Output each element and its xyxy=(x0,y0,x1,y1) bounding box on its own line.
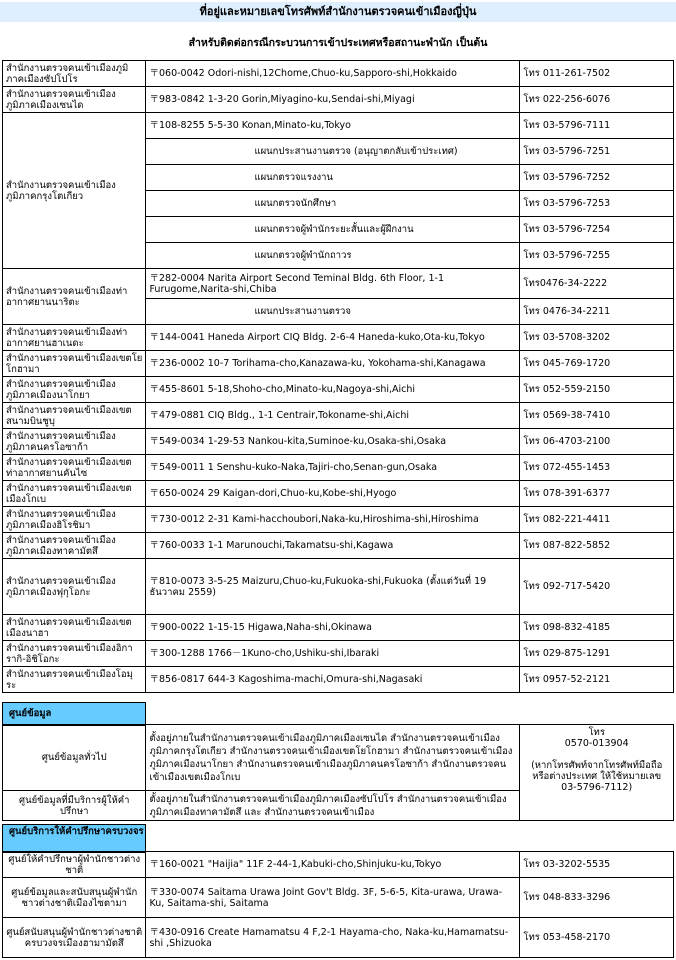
office-phone: โทร 03-5796-7111 xyxy=(520,113,674,139)
table-row xyxy=(3,559,674,615)
office-name: สำนักงานตรวจคนเข้าเมืองเขตเมืองโกเบ xyxy=(3,481,146,507)
office-address: 〒300-1288 1766－1Kuno-cho,Ushiku-shi,Ibaraki xyxy=(146,641,520,667)
page-title: ที่อยู่และหมายเลขโทรศัพท์สำนักงานตรวจคนเข้าเมืองญี่ปุ่น xyxy=(0,2,676,22)
page-subtitle: สำหรับติดต่อกรณีกระบวนการเข้าประเทศหรือสถานะพำนัก เป็นต้น xyxy=(188,37,488,49)
table-row xyxy=(3,533,674,559)
consult-section-heading: ศูนย์บริการให้คำปรึกษาครบวงจร xyxy=(2,824,146,853)
table-row xyxy=(3,269,674,299)
office-address: 〒760-0033 1-1 Marunouchi,Takamatsu-shi,Kagawa xyxy=(146,533,520,559)
consult-center-name: ศูนย์ให้คำปรึกษาผู้พำนักชาวต่างชาติ xyxy=(3,852,146,878)
office-address: 〒900-0022 1-15-15 Higawa,Naha-shi,Okinawa xyxy=(146,615,520,641)
office-address: 〒810-0073 3-5-25 Maizuru,Chuo-ku,Fukuoka-shi,Fukuoka (ตั้งแต่วันที่ 19 ธันวาคม 2559) xyxy=(146,559,520,615)
office-phone: โทร 045-769-1720 xyxy=(520,351,674,377)
office-address: 〒282-0004 Narita Airport Second Teminal Bldg. 6th Floor, 1-1 Furugome,Narita-shi,Chiba xyxy=(146,269,520,299)
office-phone: โทร 092-717-5420 xyxy=(520,559,674,615)
consult-center-name: ศูนย์สนับสนุนผู้พำนักชาวต่างชาติครบวงจรเมืองฮามามัตสึ xyxy=(3,918,146,958)
table-row xyxy=(3,481,674,507)
office-address: 〒549-0034 1-29-53 Nankou-kita,Suminoe-ku,Osaka-shi,Osaka xyxy=(146,429,520,455)
office-department: แผนกตรวจนักศึกษา xyxy=(146,191,520,217)
office-name: สำนักงานตรวจคนเข้าเมืองภูมิภาคนครโอซาก้า xyxy=(3,429,146,455)
office-address: 〒650-0024 29 Kaigan-dori,Chuo-ku,Kobe-shi,Hyogo xyxy=(146,481,520,507)
offices-table xyxy=(2,60,674,693)
table-row xyxy=(3,87,674,113)
office-address: 〒108-8255 5-5-30 Konan,Minato-ku,Tokyo xyxy=(146,113,520,139)
office-name: สำนักงานตรวจคนเข้าเมืองภูมิภาคเมืองทาคามัตสึ xyxy=(3,533,146,559)
info-center-text: ตั้งอยู่ภายในสำนักงานตรวจคนเข้าเมืองภูมิภาคเมืองซัปโปโร สำนักงานตรวจคนเข้าเมืองภูมิภาคเมืองทาคามัตสึ และ สำนักงานตรวจคนเข้าเมือง xyxy=(146,791,520,821)
consult-table xyxy=(2,851,674,958)
office-department: แผนกตรวจผู้พำนักถาวร xyxy=(146,243,520,269)
office-address: 〒479-0881 CIQ Bldg., 1-1 Centrair,Tokoname-shi,Aichi xyxy=(146,403,520,429)
info-center-name: ศูนย์ข้อมูลที่มีบริการผู้ให้คำปรึกษา xyxy=(3,791,146,821)
office-name: สำนักงานตรวจคนเข้าเมืองท่าอากาศยานนาริตะ xyxy=(3,269,146,325)
office-address: 〒455-8601 5-18,Shoho-cho,Minato-ku,Nagoya-shi,Aichi xyxy=(146,377,520,403)
office-department: แผนกตรวจผู้พำนักระยะสั้นและผู้ฝึกงาน xyxy=(146,217,520,243)
table-row xyxy=(3,351,674,377)
consult-center-address: 〒430-0916 Create Hamamatsu 4 F,2-1 Hayama-cho, Naka-ku,Hamamatsu-shi ,Shizuoka xyxy=(146,918,520,958)
consult-center-phone: โทร 048-833-3296 xyxy=(520,878,674,918)
table-row xyxy=(3,641,674,667)
office-name: สำนักงานตรวจคนเข้าเมืองภูมิภาคเมืองนาโกยา xyxy=(3,377,146,403)
office-name: สำนักงานตรวจคนเข้าเมืองอิการากิ-อิชิโอกะ xyxy=(3,641,146,667)
info-table xyxy=(2,724,674,821)
office-name: สำนักงานตรวจคนเข้าเมืองเขตโยโกฮามา xyxy=(3,351,146,377)
table-row xyxy=(3,377,674,403)
office-name: สำนักงานตรวจคนเข้าเมืองภูมิภาคกรุงโตเกียว xyxy=(3,113,146,269)
table-row xyxy=(3,403,674,429)
office-phone: โทร 03-5796-7253 xyxy=(520,191,674,217)
consult-center-address: 〒160-0021 "Haijia" 11F 2-44-1,Kabuki-cho,Shinjuku-ku,Tokyo xyxy=(146,852,520,878)
table-row xyxy=(3,667,674,693)
office-phone: โทร 0476-34-2211 xyxy=(520,299,674,325)
office-name: สำนักงานตรวจคนเข้าเมืองภูมิภาคเมืองฮิโรชิมา xyxy=(3,507,146,533)
table-row xyxy=(3,325,674,351)
office-address: 〒060-0042 Odori-nishi,12Chome,Chuo-ku,Sapporo-shi,Hokkaido xyxy=(146,61,520,87)
office-address: 〒983-0842 1-3-20 Gorin,Miyagino-ku,Sendai-shi,Miyagi xyxy=(146,87,520,113)
office-phone: โทร 0569-38-7410 xyxy=(520,403,674,429)
consult-center-phone: โทร 053-458-2170 xyxy=(520,918,674,958)
office-phone: โทร 03-5708-3202 xyxy=(520,325,674,351)
info-section-heading: ศูนย์ข้อมูล xyxy=(2,702,146,726)
info-center-phone: โทร 0570-013904 (หากโทรศัพท์จากโทรศัพท์มือถือ หรือต่างประเทศ ให้ใช้หมายเลข 03-5796-7112) xyxy=(520,725,674,821)
office-phone: โทร0476-34-2222 xyxy=(520,269,674,299)
table-row xyxy=(3,615,674,641)
office-phone: โทร 087-822-5852 xyxy=(520,533,674,559)
info-center-text: ตั้งอยู่ภายในสำนักงานตรวจคนเข้าเมืองภูมิภาคเมืองเซนได สำนักงานตรวจคนเข้าเมืองภูมิภาคกรุงโตเกียว สำนักงานตรวจคนเข้าเมืองเขตโยโกฮามา สำนักงานตรวจคนเข้าเมืองภูมิภาคเมืองนาโกยา สำนักงานตรวจคนเข้าเมืองภูมิภาคนครโอซาก้า สำนักงานตรวจคนเข้าเมืองเขตเมืองโกเบ xyxy=(146,725,520,791)
office-phone: โทร 098-832-4185 xyxy=(520,615,674,641)
office-address: 〒856-0817 644-3 Kagoshima-machi,Omura-shi,Nagasaki xyxy=(146,667,520,693)
office-name: สำนักงานตรวจคนเข้าเมืองโอมุระ xyxy=(3,667,146,693)
table-row xyxy=(3,507,674,533)
office-name: สำนักงานตรวจคนเข้าเมืองภูมิภาคเมืองเซนได xyxy=(3,87,146,113)
table-row xyxy=(3,878,674,918)
office-department: แผนกประสานงานตรวจ (อนุญาตกลับเข้าประเทศ) xyxy=(146,139,520,165)
office-phone: โทร 03-5796-7254 xyxy=(520,217,674,243)
office-phone: โทร 029-875-1291 xyxy=(520,641,674,667)
office-address: 〒549-0011 1 Senshu-kuko-Naka,Tajiri-cho,Senan-gun,Osaka xyxy=(146,455,520,481)
table-row xyxy=(3,429,674,455)
table-row xyxy=(3,113,674,139)
office-department: แผนกตรวจแรงงาน xyxy=(146,165,520,191)
office-address: 〒236-0002 10-7 Torihama-cho,Kanazawa-ku, Yokohama-shi,Kanagawa xyxy=(146,351,520,377)
office-address: 〒730-0012 2-31 Kami-hacchoubori,Naka-ku,Hiroshima-shi,Hiroshima xyxy=(146,507,520,533)
table-row xyxy=(3,725,674,791)
office-phone: โทร 03-5796-7252 xyxy=(520,165,674,191)
table-row xyxy=(3,61,674,87)
table-row xyxy=(3,455,674,481)
office-phone: โทร 03-5796-7251 xyxy=(520,139,674,165)
office-department: แผนกประสานงานตรวจ xyxy=(146,299,520,325)
office-name: สำนักงานตรวจคนเข้าเมืองภูมิภาคเมืองซัปโปโร xyxy=(3,61,146,87)
office-address: 〒144-0041 Haneda Airport CIQ Bldg. 2-6-4 Haneda-kuko,Ota-ku,Tokyo xyxy=(146,325,520,351)
consult-center-phone: โทร 03-3202-5535 xyxy=(520,852,674,878)
office-phone: โทร 03-5796-7255 xyxy=(520,243,674,269)
office-phone: โทร 06-4703-2100 xyxy=(520,429,674,455)
office-name: สำนักงานตรวจคนเข้าเมืองเขตสนามบินชูบุ xyxy=(3,403,146,429)
office-name: สำนักงานตรวจคนเข้าเมืองเขตเมืองนาฮา xyxy=(3,615,146,641)
office-name: สำนักงานตรวจคนเข้าเมืองท่าอากาศยานฮาเนดะ xyxy=(3,325,146,351)
office-phone: โทร 082-221-4411 xyxy=(520,507,674,533)
office-phone: โทร 0957-52-2121 xyxy=(520,667,674,693)
office-phone: โทร 052-559-2150 xyxy=(520,377,674,403)
table-row xyxy=(3,852,674,878)
office-phone: โทร 011-261-7502 xyxy=(520,61,674,87)
office-name: สำนักงานตรวจคนเข้าเมืองภูมิภาคเมืองฟุกุโอกะ xyxy=(3,559,146,615)
consult-center-name: ศูนย์ข้อมูลและสนับสนุนผู้พำนักชาวต่างชาติเมืองไซตามา xyxy=(3,878,146,918)
office-phone: โทร 022-256-6076 xyxy=(520,87,674,113)
office-phone: โทร 072-455-1453 xyxy=(520,455,674,481)
info-center-name: ศูนย์ข้อมูลทั่วไป xyxy=(3,725,146,791)
consult-center-address: 〒330-0074 Saitama Urawa Joint Gov't Bldg. 3F, 5-6-5, Kita-urawa, Urawa-Ku, Saitama-shi, Saitama xyxy=(146,878,520,918)
table-row xyxy=(3,918,674,958)
office-name: สำนักงานตรวจคนเข้าเมืองเขตท่าอากาศยานคันไซ xyxy=(3,455,146,481)
office-phone: โทร 078-391-6377 xyxy=(520,481,674,507)
